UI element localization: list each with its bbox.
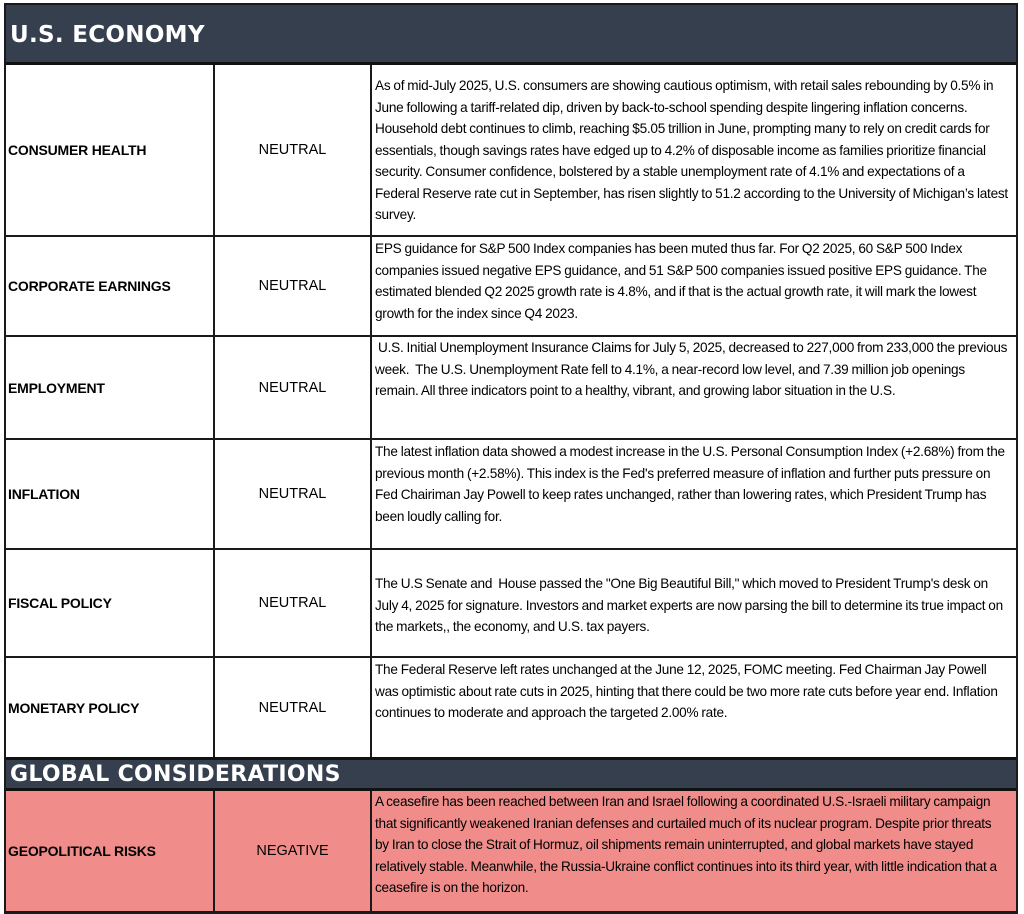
table-row-monetary-policy xyxy=(6,658,1016,757)
table-row-geopolitical-risks xyxy=(6,791,1016,914)
section-title: U.S. ECONOMY xyxy=(10,21,205,48)
section-title: GLOBAL CONSIDERATIONS xyxy=(10,761,341,787)
category-label: EMPLOYMENT xyxy=(6,337,215,438)
rating-badge: NEUTRAL xyxy=(215,440,372,548)
commentary-text: As of mid-July 2025, U.S. consumers are showing cautious optimism, with retail sales rebounding by 0.5% in June following a tariff-related dip, driven by back-to-school spending despite lingering inflation concerns. Household debt continues to climb, reaching $5.05 trillion in June, prompting many to rely on credit cards for essentials, though savings rates have edged up to 4.2% of disposable income as families prioritize financial security. Consumer confidence, bolstered by a stable unemployment rate of 4.1% and expectations of a Federal Reserve rate cut in September, has risen slightly to 51.2 according to the University of Michigan’s latest survey. xyxy=(375,78,1008,222)
commentary-text: The U.S Senate and House passed the "One Big Beautiful Bill," which moved to President Trump's desk on July 4, 2025 for signature. Investors and market experts are now parsing the bill to determine its true impact on the markets,, the economy, and U.S. tax payers. xyxy=(375,576,1006,634)
commentary-text: EPS guidance for S&P 500 Index companies has been muted thus far. For Q2 2025, 60 S&P 500 Index companies issued negative EPS guidance, and 51 S&P 500 companies issued positive EPS guidance. The estimated blended Q2 2025 growth rate is 4.8%, and if that is the actual growth rate, it will mark the lowest growth for the index since Q4 2023. xyxy=(375,241,987,321)
commentary-text: A ceasefire has been reached between Iran and Israel following a coordinated U.S.-Israeli military campaign that significantly weakened Iranian defenses and curtailed much of its nuclear program. Despite prior threats by Iran to close the Strait of Hormuz, oil shipments remain uninterrupted, and global markets have stayed relatively stable. Meanwhile, the Russia-Ukraine conflict continues into its third year, with little indication that a ceasefire is on the horizon. xyxy=(375,794,997,895)
table-row-employment xyxy=(6,337,1016,440)
commentary-text: U.S. Initial Unemployment Insurance Claims for July 5, 2025, decreased to 227,000 from 233,000 the previous week. The U.S. Unemployment Rate fell to 4.1%, a near-record low level, and 7.39 million job openings remain. All three indicators point to a healthy, vibrant, and growing labor situation in the U.S. xyxy=(375,340,1011,398)
rating-badge: NEUTRAL xyxy=(215,237,372,335)
rating-badge: NEUTRAL xyxy=(215,65,372,235)
rating-badge: NEUTRAL xyxy=(215,337,372,438)
economic-outlook-table xyxy=(4,3,1018,914)
section-header-global-considerations xyxy=(6,757,1016,791)
table-row-fiscal-policy xyxy=(6,550,1016,658)
category-label: INFLATION xyxy=(6,440,215,548)
category-label: CORPORATE EARNINGS xyxy=(6,237,215,335)
rating-badge: NEUTRAL xyxy=(215,658,372,757)
category-label: MONETARY POLICY xyxy=(6,658,215,757)
rating-badge: NEGATIVE xyxy=(215,791,372,911)
section-header-us-economy xyxy=(6,5,1016,65)
table-row-corporate-earnings xyxy=(6,237,1016,337)
category-label: CONSUMER HEALTH xyxy=(6,65,215,235)
table-row-consumer-health xyxy=(6,65,1016,237)
category-label: GEOPOLITICAL RISKS xyxy=(6,791,215,911)
rating-badge: NEUTRAL xyxy=(215,550,372,656)
commentary-text: The Federal Reserve left rates unchanged at the June 12, 2025, FOMC meeting. Fed Chairman Jay Powell was optimistic about rate cuts in 2025, hinting that there could be two more rate cuts before year end. Inflation continues to moderate and approach the targeted 2.00% rate. xyxy=(375,662,998,720)
table-row-inflation xyxy=(6,440,1016,550)
commentary-text: The latest inflation data showed a modest increase in the U.S. Personal Consumption Index (+2.68%) from the previous month (+2.58%). This index is the Fed's preferred measure of inflation and further puts pressure on Fed Chairiman Jay Powell to keep rates unchanged, rather than lowering rates, which President Trump has been loudly calling for. xyxy=(375,444,1005,524)
category-label: FISCAL POLICY xyxy=(6,550,215,656)
